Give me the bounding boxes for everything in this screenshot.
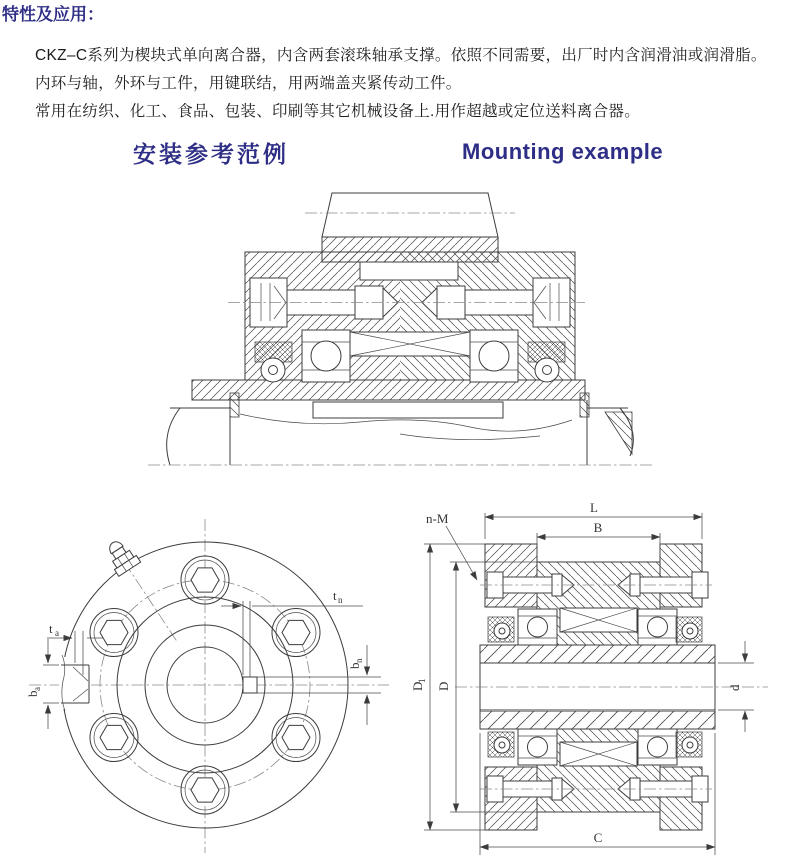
workpiece-pulley: [322, 193, 498, 237]
label-D1-sub: 1: [417, 678, 427, 683]
label-n-M: n-M: [426, 511, 449, 526]
feature-paragraph-3: 常用在纺织、化工、食品、包装、印刷等其它机械设备上.用作超越或定位送料离合器。: [35, 102, 641, 120]
mounting-example-drawing: [140, 182, 660, 482]
bearing-bottom-right: [638, 729, 677, 765]
label-t-inner-sub: n: [338, 595, 343, 605]
label-t-outer-sub: a: [55, 628, 59, 638]
seal-top-left: [488, 617, 514, 642]
label-L: L: [590, 500, 598, 515]
pulley-hub-section: [322, 237, 498, 262]
dimension-B: [537, 520, 660, 557]
seal-top-right: [676, 617, 702, 642]
label-D: D: [436, 681, 451, 691]
label-t-outer: t: [49, 621, 53, 636]
dimension-d: [718, 641, 754, 732]
flange-bolt-lower-left: [90, 714, 138, 762]
section-view-drawing: [400, 495, 800, 864]
section-title: 特性及应用：: [2, 5, 104, 24]
outer-keyway: [59, 655, 91, 711]
shaft-key: [313, 402, 503, 418]
bearing-top-right: [638, 609, 677, 645]
sprag-cage-bottom: [560, 742, 637, 766]
flange-bolt-upper-right: [272, 609, 320, 657]
inner-ring-top: [480, 645, 715, 663]
label-C: C: [593, 830, 603, 845]
caption-english: Mounting example: [462, 139, 664, 164]
label-t-inner: t: [333, 588, 337, 603]
left-end-disc: [230, 393, 239, 417]
sprag-cage-top: [560, 608, 637, 632]
grease-fitting: [102, 536, 141, 577]
flange-bolt-lower-right: [272, 714, 320, 762]
dimension-n-M: [426, 511, 477, 580]
sprag-cage: [350, 332, 470, 356]
dimension-b-outer: [25, 639, 59, 729]
label-b-inner: b: [347, 662, 362, 669]
bearing-top-left: [518, 609, 557, 645]
seal-bottom-left: [488, 732, 514, 757]
label-b-inner-sub: n: [354, 658, 364, 663]
right-ball-bearing: [470, 330, 518, 382]
shaft-break-section: [605, 412, 632, 454]
right-end-disc: [580, 393, 589, 417]
left-ball-bearing: [302, 330, 350, 382]
bore-keyway: [243, 677, 257, 693]
feature-paragraph-2: 内环与轴，外环与工件，用键联结，用两端盖夹紧传动工件。: [35, 74, 462, 92]
label-B: B: [593, 520, 603, 535]
key-slot: [360, 262, 458, 280]
feature-paragraph-1: CKZ–C系列为楔块式单向离合器，内含两套滚珠轴承支撑。依照不同需要，出厂时内含润滑油或润滑脂。: [35, 46, 767, 64]
label-b-outer: b: [25, 690, 40, 697]
seal-bottom-right: [676, 732, 702, 757]
caption-chinese: 安装参考范例: [133, 141, 289, 167]
inner-ring-flange-section: [192, 380, 585, 400]
label-D1: D: [410, 681, 425, 691]
inner-ring-bottom: [480, 711, 715, 729]
flange-bolt-upper-left: [90, 609, 138, 657]
label-b-outer-sub: a: [32, 687, 42, 691]
front-view-drawing: [15, 505, 400, 860]
label-d: d: [727, 684, 742, 691]
bearing-bottom-left: [518, 729, 557, 765]
